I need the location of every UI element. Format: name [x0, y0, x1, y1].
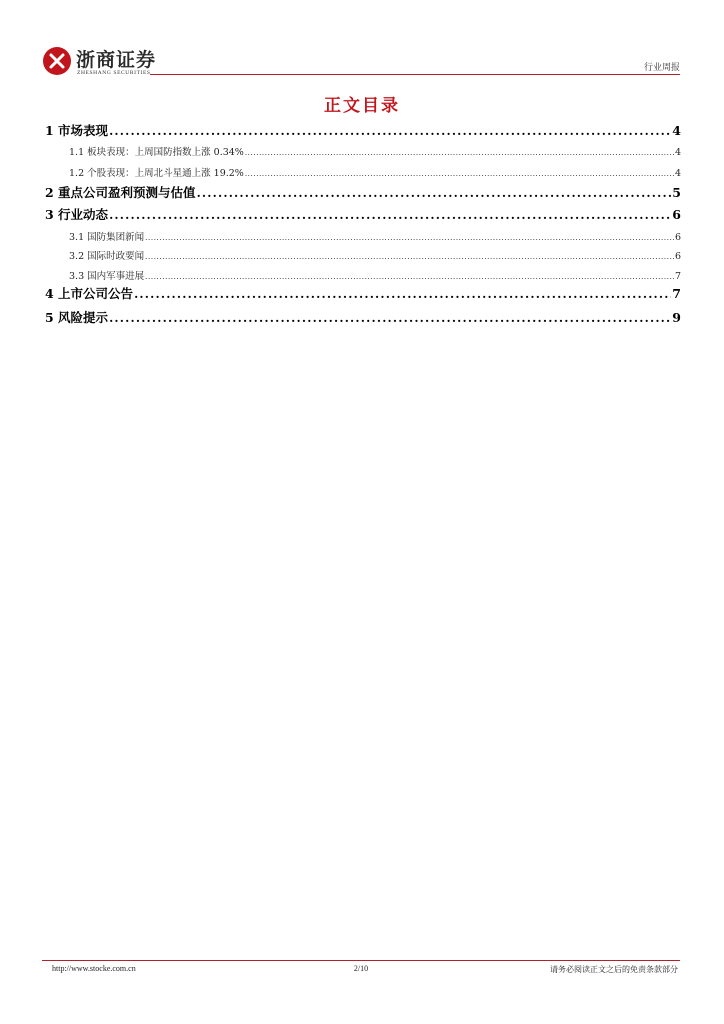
toc-leader-dots — [109, 206, 671, 224]
toc-entry-label: 3.3 国内军事进展 — [69, 271, 145, 282]
toc-entry-label: 4 上市公司公告 — [45, 286, 134, 301]
toc-entry-page: 6 — [674, 232, 681, 243]
toc-entry[interactable] — [45, 184, 681, 202]
footer-page-number: 2/10 — [353, 964, 369, 973]
toc-entry-label: 3.1 国防集团新闻 — [69, 232, 145, 243]
toc-entry-label: 1 市场表现 — [45, 123, 109, 138]
toc-leader-dots — [109, 309, 671, 327]
toc-leader-dots — [134, 285, 671, 303]
header-divider — [150, 74, 680, 75]
footer-url[interactable]: http://www.stocke.com.cn — [52, 964, 136, 973]
toc-entry-page: 4 — [674, 147, 681, 158]
toc-leader-dots — [197, 184, 672, 202]
toc-entry[interactable] — [69, 270, 681, 284]
toc-entry-page: 9 — [672, 310, 681, 325]
toc-entry[interactable] — [69, 167, 681, 181]
report-type: 行业周报 — [643, 63, 680, 73]
page-footer — [42, 964, 680, 978]
toc-entry-label: 3.2 国际时政要闻 — [69, 251, 145, 262]
toc-entry[interactable] — [45, 285, 681, 303]
toc-entry-page: 6 — [674, 251, 681, 262]
toc-entry-page: 4 — [672, 123, 681, 138]
logo-mark-icon — [42, 46, 72, 76]
toc-entry[interactable] — [45, 122, 681, 140]
toc-entry[interactable] — [45, 309, 681, 327]
toc-leader-dots — [109, 122, 671, 140]
toc-leader-dots — [245, 146, 674, 160]
toc-entry-label: 1.2 个股表现：上周北斗星通上涨 19.2% — [69, 168, 244, 179]
toc-entry-page: 4 — [674, 168, 681, 179]
toc-entry-page: 5 — [672, 185, 681, 200]
toc-leader-dots — [245, 167, 674, 181]
toc-entry[interactable] — [69, 146, 681, 160]
toc-leader-dots — [145, 231, 674, 245]
toc-entry-page: 7 — [674, 271, 681, 282]
footer-disclaimer: 请务必阅读正文之后的免责条款部分 — [550, 965, 678, 974]
toc-entry[interactable] — [69, 250, 681, 264]
logo-text-en: ZHESHANG SECURITIES — [77, 70, 151, 76]
page-header — [42, 44, 680, 80]
footer-divider — [42, 960, 680, 961]
toc-entry-label: 1.1 板块表现：上周国防指数上涨 0.34% — [69, 147, 244, 158]
toc-leader-dots — [145, 270, 674, 284]
toc-leader-dots — [145, 250, 674, 264]
toc-entry-page: 7 — [672, 286, 681, 301]
toc-entry[interactable] — [69, 231, 681, 245]
toc-entry-label: 2 重点公司盈利预测与估值 — [45, 185, 196, 200]
toc-entry-page: 6 — [672, 207, 681, 222]
toc-entry-label: 3 行业动态 — [45, 207, 109, 222]
toc-entry-label: 5 风险提示 — [45, 310, 109, 325]
page-title: 正文目录 — [324, 96, 400, 116]
logo-text-cn: 浙商证券 — [76, 49, 157, 71]
toc-entry[interactable] — [45, 206, 681, 224]
